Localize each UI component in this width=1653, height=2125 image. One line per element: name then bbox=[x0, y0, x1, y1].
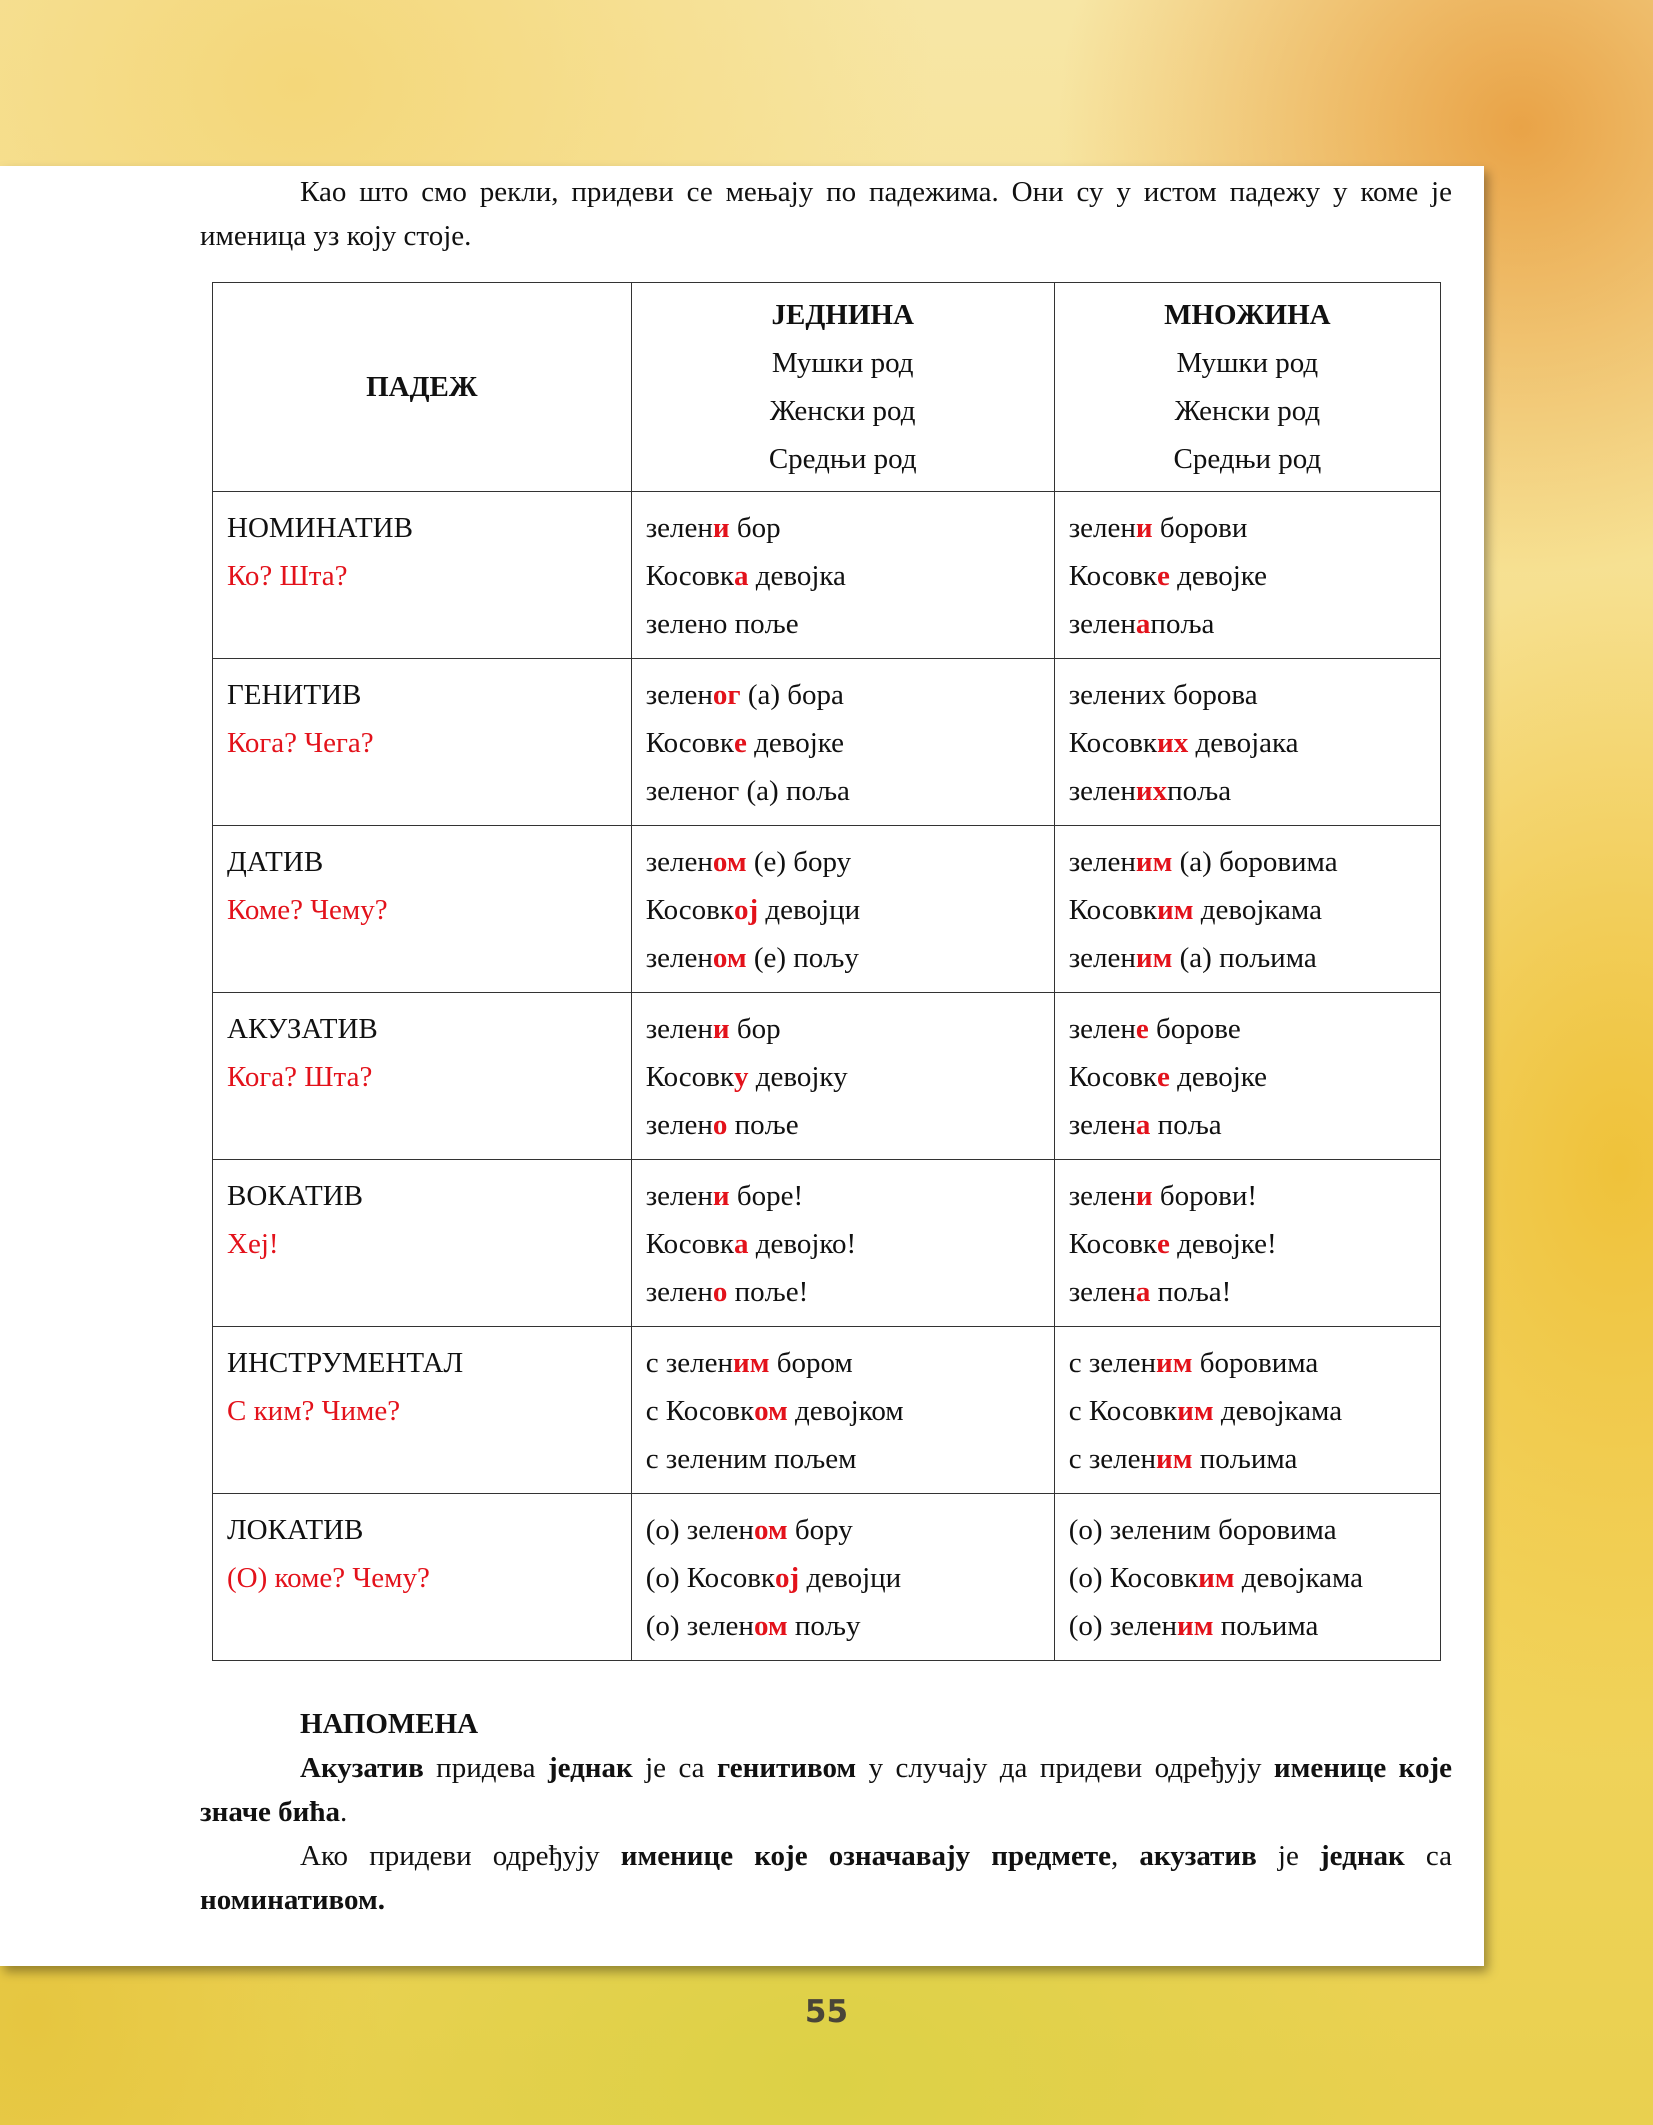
form-line bbox=[1069, 767, 1426, 815]
case-name: АКУЗАТИВ bbox=[227, 1013, 378, 1045]
form-rest: поље! bbox=[727, 1276, 809, 1308]
form-stem: (о) зелен bbox=[645, 1610, 754, 1642]
form-stem: зелен bbox=[645, 1109, 713, 1141]
form-ending: а bbox=[733, 1228, 749, 1260]
form-line bbox=[646, 1602, 1040, 1650]
form-stem: зелен bbox=[645, 512, 713, 544]
form-line bbox=[646, 1220, 1040, 1268]
form-line bbox=[646, 1005, 1040, 1053]
form-line bbox=[1069, 1101, 1426, 1149]
form-stem: зеленог (а) поља bbox=[645, 775, 850, 807]
case-cell bbox=[213, 1160, 632, 1327]
form-stem: зелен bbox=[1068, 1276, 1136, 1308]
form-line bbox=[646, 1172, 1040, 1220]
case-cell bbox=[213, 826, 632, 993]
form-ending: е bbox=[1157, 560, 1170, 592]
form-stem: с зелен bbox=[1068, 1347, 1157, 1379]
case-name: ГЕНИТИВ bbox=[227, 679, 362, 711]
form-stem: зелен bbox=[1068, 1180, 1136, 1212]
form-stem: Косовк bbox=[645, 1228, 734, 1260]
form-ending: о bbox=[712, 1276, 728, 1308]
form-rest: бору bbox=[787, 1514, 853, 1546]
form-ending: им bbox=[1198, 1562, 1235, 1594]
case-cell bbox=[213, 659, 632, 826]
form-line bbox=[646, 1053, 1040, 1101]
form-line bbox=[1069, 838, 1426, 886]
table-row bbox=[213, 659, 1441, 826]
form-stem: Косовк bbox=[645, 894, 734, 926]
form-line bbox=[1069, 719, 1426, 767]
form-stem: Косовк bbox=[645, 727, 734, 759]
form-rest: (а) боровима bbox=[1172, 846, 1338, 878]
form-rest: боре! bbox=[729, 1180, 804, 1212]
form-ending: и bbox=[712, 1180, 730, 1212]
note-bold: номинативом. bbox=[200, 1884, 385, 1916]
form-stem: (о) Косовк bbox=[645, 1562, 776, 1594]
form-stem: (о) зелен bbox=[1068, 1610, 1177, 1642]
form-line bbox=[1069, 504, 1426, 552]
form-rest: пољу bbox=[787, 1610, 861, 1642]
form-line bbox=[646, 1387, 1040, 1435]
form-ending: ом bbox=[753, 1610, 788, 1642]
form-ending: ој bbox=[775, 1562, 800, 1594]
form-line bbox=[646, 671, 1040, 719]
case-question: Хеј! bbox=[227, 1228, 279, 1260]
form-rest: поља bbox=[1150, 1109, 1222, 1141]
form-line bbox=[646, 838, 1040, 886]
intro-paragraph bbox=[200, 170, 1452, 258]
singular-forms-cell bbox=[631, 1160, 1054, 1327]
form-stem: зелен bbox=[1068, 775, 1136, 807]
case-question: Ко? Шта? bbox=[227, 560, 348, 592]
form-stem: с зелен bbox=[645, 1347, 733, 1379]
form-line bbox=[646, 934, 1040, 982]
form-ending: и bbox=[712, 512, 730, 544]
form-stem: зелен bbox=[645, 846, 713, 878]
form-line bbox=[646, 552, 1040, 600]
form-stem: Косовк bbox=[1068, 727, 1157, 759]
form-rest: борови! bbox=[1152, 1180, 1258, 1212]
form-rest: (а) бора bbox=[740, 679, 844, 711]
form-rest: девојка bbox=[748, 560, 846, 592]
form-stem: зелен bbox=[1068, 1109, 1136, 1141]
form-ending: ог bbox=[712, 679, 741, 711]
form-line bbox=[646, 1435, 1040, 1483]
form-rest: девојци bbox=[799, 1562, 902, 1594]
form-line bbox=[646, 600, 1040, 648]
form-rest: бор bbox=[729, 512, 781, 544]
plural-forms-cell bbox=[1054, 1160, 1440, 1327]
form-line bbox=[1069, 1268, 1426, 1316]
note-bold: акузатив bbox=[1139, 1840, 1257, 1872]
form-ending: е bbox=[1135, 1013, 1149, 1045]
form-ending: а bbox=[733, 560, 749, 592]
note-bold: именице које означавају предмете bbox=[620, 1840, 1112, 1872]
form-line bbox=[1069, 1435, 1426, 1483]
plural-forms-cell bbox=[1054, 492, 1440, 659]
note-text: Ако придеви одређују bbox=[300, 1840, 621, 1872]
form-line bbox=[1069, 934, 1426, 982]
header-gender-masc: Мушки род bbox=[771, 347, 914, 379]
form-line bbox=[646, 719, 1040, 767]
plural-forms-cell bbox=[1054, 826, 1440, 993]
form-ending: а bbox=[1135, 1109, 1151, 1141]
plural-forms-cell bbox=[1054, 659, 1440, 826]
form-line bbox=[1069, 1172, 1426, 1220]
form-stem: Косовк bbox=[1068, 894, 1157, 926]
case-question: Кога? Чега? bbox=[227, 727, 374, 759]
form-ending: им bbox=[1177, 1395, 1214, 1427]
form-ending: им bbox=[733, 1347, 770, 1379]
form-rest: поље bbox=[727, 1109, 799, 1141]
form-line bbox=[1069, 1554, 1426, 1602]
form-ending: а bbox=[1135, 1276, 1151, 1308]
case-cell bbox=[213, 492, 632, 659]
form-rest: борове bbox=[1148, 1013, 1241, 1045]
singular-forms-cell bbox=[631, 1494, 1054, 1661]
form-line bbox=[1069, 1053, 1426, 1101]
form-rest: поља! bbox=[1150, 1276, 1232, 1308]
form-ending: ој bbox=[733, 894, 759, 926]
form-ending: ом bbox=[712, 942, 747, 974]
form-ending: их bbox=[1135, 775, 1168, 807]
singular-forms-cell bbox=[631, 993, 1054, 1160]
header-plural-title: МНОЖИНА bbox=[1164, 299, 1331, 331]
form-rest: девојке bbox=[746, 727, 845, 759]
form-rest: (е) бору bbox=[746, 846, 852, 878]
form-line bbox=[646, 504, 1040, 552]
note-section bbox=[200, 1702, 1452, 1922]
form-line bbox=[646, 767, 1040, 815]
form-stem: зелен bbox=[1068, 942, 1136, 974]
form-rest: девојкама bbox=[1234, 1562, 1364, 1594]
form-ending: е bbox=[733, 727, 747, 759]
form-rest: девојке bbox=[1169, 560, 1268, 592]
form-stem: Косовк bbox=[645, 1061, 734, 1093]
form-stem: зелен bbox=[645, 1180, 713, 1212]
form-line bbox=[646, 1339, 1040, 1387]
form-stem: зелен bbox=[1068, 512, 1136, 544]
form-rest: пољима bbox=[1192, 1443, 1298, 1475]
header-singular-title: ЈЕДНИНА bbox=[771, 299, 914, 331]
note-bold: генитивом bbox=[716, 1752, 857, 1784]
form-stem: с Косовк bbox=[1068, 1395, 1178, 1427]
form-stem: (о) зеленим боровима bbox=[1068, 1514, 1337, 1546]
form-line bbox=[1069, 1602, 1426, 1650]
form-line bbox=[1069, 552, 1426, 600]
form-ending: и bbox=[712, 1013, 730, 1045]
header-case bbox=[213, 283, 632, 492]
form-ending: им bbox=[1135, 942, 1173, 974]
form-rest: девојци bbox=[758, 894, 861, 926]
note-bold: именице које значе бића bbox=[200, 1752, 1452, 1828]
plural-forms-cell bbox=[1054, 1327, 1440, 1494]
table-row bbox=[213, 492, 1441, 659]
form-stem: Косовк bbox=[1068, 1061, 1157, 1093]
form-stem: зелен bbox=[645, 679, 713, 711]
form-rest: пољима bbox=[1213, 1610, 1319, 1642]
note-text: је са bbox=[632, 1752, 717, 1784]
form-rest: борови bbox=[1152, 512, 1248, 544]
note-bold: једнак bbox=[547, 1752, 633, 1784]
header-gender-neut: Средњи род bbox=[1173, 443, 1322, 475]
form-rest: девојкама bbox=[1213, 1395, 1343, 1427]
case-question: С ким? Чиме? bbox=[227, 1395, 401, 1427]
form-line bbox=[1069, 671, 1426, 719]
case-name: ЛОКАТИВ bbox=[227, 1514, 364, 1546]
form-rest: (е) пољу bbox=[746, 942, 859, 974]
form-line bbox=[1069, 1387, 1426, 1435]
form-ending: ом bbox=[754, 1395, 788, 1427]
form-ending: ом bbox=[753, 1514, 788, 1546]
form-line bbox=[1069, 1220, 1426, 1268]
form-stem: с Косовк bbox=[645, 1395, 755, 1427]
form-rest: девојко! bbox=[748, 1228, 857, 1260]
form-rest: девојке! bbox=[1169, 1228, 1277, 1260]
table-row bbox=[213, 1160, 1441, 1327]
form-stem: с зелен bbox=[1068, 1443, 1157, 1475]
case-cell bbox=[213, 1327, 632, 1494]
case-question: Коме? Чему? bbox=[227, 894, 388, 926]
form-ending: е bbox=[1157, 1228, 1170, 1260]
form-rest: девојку bbox=[748, 1061, 848, 1093]
form-stem: (о) Косовк bbox=[1068, 1562, 1199, 1594]
form-rest: девојке bbox=[1169, 1061, 1268, 1093]
form-rest: девојкама bbox=[1193, 894, 1322, 926]
case-name: НОМИНАТИВ bbox=[227, 512, 413, 544]
note-paragraph-1 bbox=[200, 1746, 1452, 1834]
form-stem: (о) зелен bbox=[645, 1514, 754, 1546]
form-ending: а bbox=[1135, 608, 1151, 640]
form-ending: им bbox=[1176, 1610, 1214, 1642]
form-line bbox=[1069, 600, 1426, 648]
form-ending: е bbox=[1157, 1061, 1170, 1093]
form-ending: их bbox=[1157, 727, 1189, 759]
note-text: у случају да придеви одређују bbox=[856, 1752, 1274, 1784]
case-question: (О) коме? Чему? bbox=[227, 1562, 430, 1594]
form-line bbox=[646, 1506, 1040, 1554]
header-gender-fem: Женски род bbox=[1174, 395, 1321, 427]
note-text: . bbox=[340, 1796, 348, 1828]
form-ending: им bbox=[1156, 1443, 1193, 1475]
case-name: ДАТИВ bbox=[227, 846, 324, 878]
header-plural bbox=[1054, 283, 1440, 492]
form-stem: Косовк bbox=[1068, 1228, 1157, 1260]
form-stem: зелен bbox=[1068, 846, 1136, 878]
note-text: , bbox=[1111, 1840, 1140, 1872]
header-gender-masc: Мушки род bbox=[1176, 347, 1319, 379]
form-line bbox=[646, 1101, 1040, 1149]
form-stem: зелено поље bbox=[645, 608, 799, 640]
form-stem: Косовк bbox=[1068, 560, 1157, 592]
form-stem: зелен bbox=[1068, 608, 1136, 640]
note-bold: једнак bbox=[1320, 1840, 1405, 1872]
case-cell bbox=[213, 993, 632, 1160]
case-question: Кога? Шта? bbox=[227, 1061, 373, 1093]
form-rest: поља bbox=[1167, 775, 1232, 807]
singular-forms-cell bbox=[631, 1327, 1054, 1494]
note-text: са bbox=[1404, 1840, 1452, 1872]
form-ending: им bbox=[1156, 1347, 1193, 1379]
adjective-case-table bbox=[212, 282, 1441, 1661]
form-ending: у bbox=[733, 1061, 749, 1093]
singular-forms-cell bbox=[631, 492, 1054, 659]
form-line bbox=[1069, 1005, 1426, 1053]
form-stem: зелен bbox=[645, 1013, 713, 1045]
note-text: придева bbox=[423, 1752, 548, 1784]
intro-text: Као што смо рекли, придеви се мењају по падежима. Они су у истом падежу у коме је именица уз коју стоје. bbox=[200, 176, 1452, 252]
form-ending: ом bbox=[712, 846, 747, 878]
note-paragraph-2 bbox=[200, 1834, 1452, 1922]
form-ending: им bbox=[1135, 846, 1173, 878]
form-stem: зелен bbox=[1068, 1013, 1136, 1045]
table-row bbox=[213, 826, 1441, 993]
form-line bbox=[1069, 1339, 1426, 1387]
form-rest: бор bbox=[729, 1013, 781, 1045]
table-row bbox=[213, 1494, 1441, 1661]
form-rest: девојком bbox=[787, 1395, 904, 1427]
table-header-row bbox=[213, 283, 1441, 492]
case-name: ИНСТРУМЕНТАЛ bbox=[227, 1347, 464, 1379]
form-rest: боровима bbox=[1192, 1347, 1319, 1379]
header-singular bbox=[631, 283, 1054, 492]
singular-forms-cell bbox=[631, 826, 1054, 993]
form-line bbox=[646, 886, 1040, 934]
form-stem: с зеленим пољем bbox=[645, 1443, 857, 1475]
form-stem: зелен bbox=[645, 1276, 713, 1308]
note-title: НАПОМЕНА bbox=[300, 1708, 479, 1740]
table-row bbox=[213, 1327, 1441, 1494]
case-name: ВОКАТИВ bbox=[227, 1180, 364, 1212]
form-rest: (а) пољима bbox=[1172, 942, 1317, 974]
note-text: је bbox=[1256, 1840, 1320, 1872]
header-gender-fem: Женски род bbox=[769, 395, 916, 427]
form-line bbox=[1069, 1506, 1426, 1554]
plural-forms-cell bbox=[1054, 993, 1440, 1160]
case-cell bbox=[213, 1494, 632, 1661]
form-stem: зелених борова bbox=[1068, 679, 1258, 711]
form-ending: о bbox=[712, 1109, 728, 1141]
header-gender-neut: Средњи род bbox=[768, 443, 917, 475]
form-rest: поља bbox=[1150, 608, 1215, 640]
form-stem: Косовк bbox=[645, 560, 734, 592]
page-number: 55 bbox=[804, 1994, 849, 2030]
form-line bbox=[646, 1554, 1040, 1602]
form-ending: и bbox=[1135, 512, 1153, 544]
form-rest: бором bbox=[769, 1347, 853, 1379]
header-case-label: ПАДЕЖ bbox=[366, 371, 478, 403]
form-ending: им bbox=[1157, 894, 1194, 926]
form-rest: девојака bbox=[1188, 727, 1299, 759]
singular-forms-cell bbox=[631, 659, 1054, 826]
note-bold: Акузатив bbox=[300, 1752, 424, 1784]
form-line bbox=[1069, 886, 1426, 934]
form-stem: зелен bbox=[645, 942, 713, 974]
table-row bbox=[213, 993, 1441, 1160]
form-ending: и bbox=[1135, 1180, 1153, 1212]
plural-forms-cell bbox=[1054, 1494, 1440, 1661]
form-line bbox=[646, 1268, 1040, 1316]
